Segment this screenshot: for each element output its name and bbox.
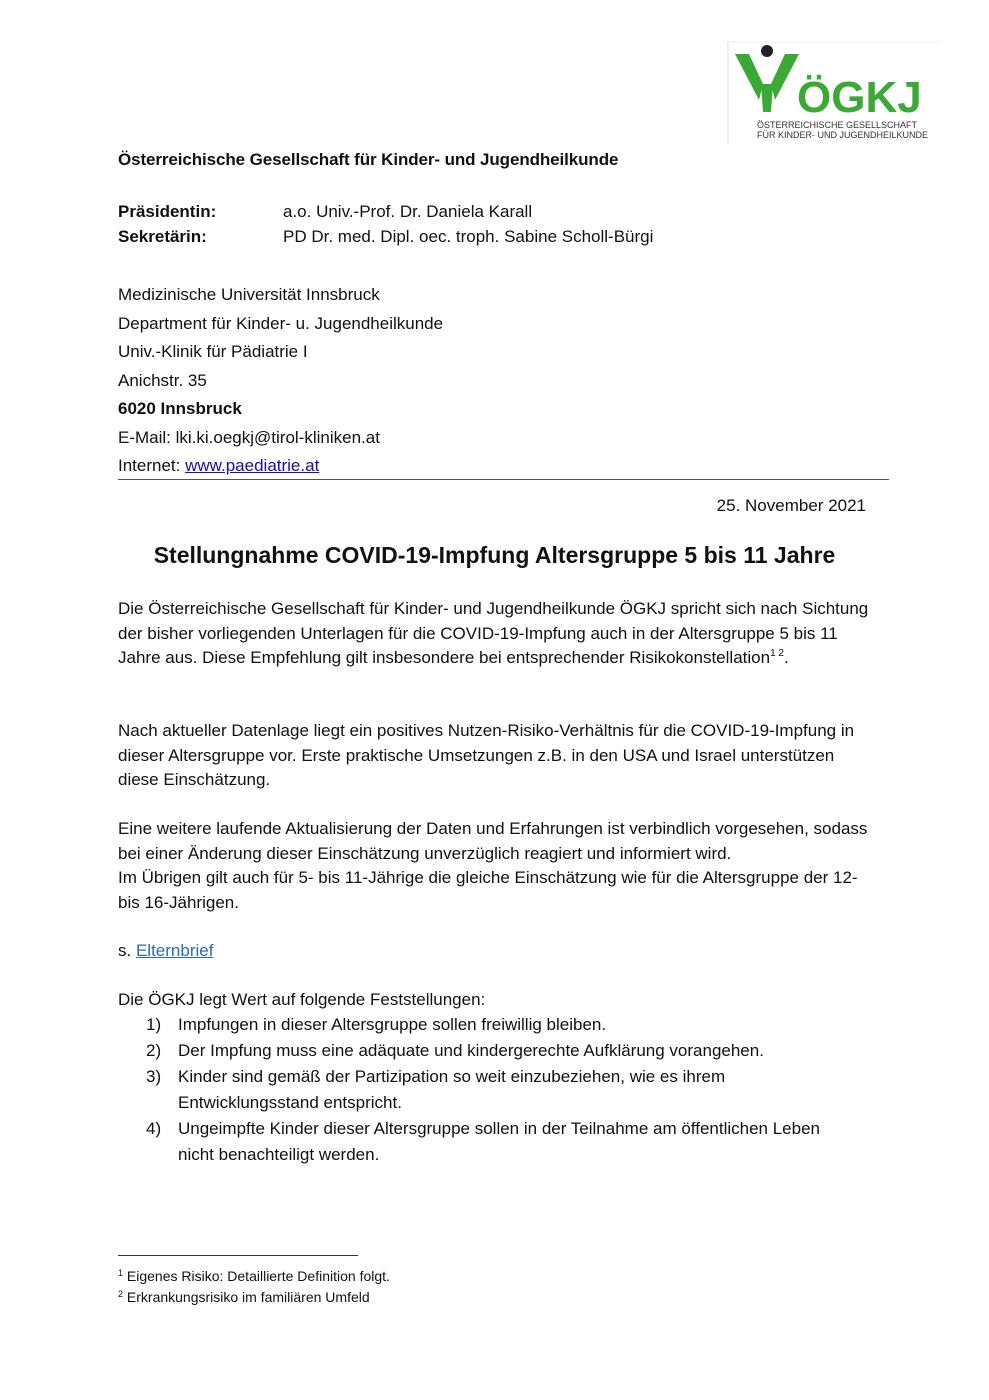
- list-item: [118, 1038, 858, 1064]
- list-item: [118, 1012, 858, 1038]
- footnote: [118, 1287, 390, 1308]
- paragraph-text: Im Übrigen gilt auch für 5- bis 11-Jährige die gleiche Einschätzung wie für die Altersgruppe der 12- bis 16-Jährigen.: [118, 868, 858, 912]
- officer-role: Sekretärin:: [118, 227, 207, 246]
- logo-acronym: ÖGKJ: [797, 73, 922, 122]
- paragraph-updates: [118, 817, 878, 915]
- list-number: 1): [146, 1015, 162, 1034]
- footnote: [118, 1266, 390, 1287]
- document-title: Stellungnahme COVID-19-Impfung Altersgruppe 5 bis 11 Jahre: [153, 542, 836, 568]
- figure-body-shape: [761, 84, 773, 112]
- document-date: 25. November 2021: [716, 496, 866, 515]
- address-city: 6020 Innsbruck: [118, 399, 242, 418]
- paragraph-text: Eine weitere laufende Aktualisierung der Daten und Erfahrungen ist verbindlich vorgesehen, sodass bei einer Änderung dieser Einschätzung unverzüglich reagiert und informiert wird.: [118, 819, 868, 863]
- reference-prefix: s.: [118, 941, 136, 960]
- parent-letter-link[interactable]: Elternbrief: [135, 941, 214, 960]
- address-line: Anichstr. 35: [118, 370, 207, 390]
- paragraph-risk-benefit: Nach aktueller Datenlage liegt ein positives Nutzen-Risiko-Verhältnis für die COVID-19-Impfung in dieser Altersgruppe vor. Erste praktische Umsetzungen z.B. in den USA und Israel unterstützen diese Einschätzung.: [118, 721, 855, 789]
- figure-right-arm-shape: [771, 54, 799, 100]
- footnote-mark: 1: [118, 1268, 124, 1278]
- list-number: 3): [146, 1067, 162, 1086]
- list-number: 4): [146, 1119, 162, 1138]
- address-email: E-Mail: lki.ki.oegkj@tirol-kliniken.at: [118, 427, 380, 447]
- figure-left-arm-shape: [735, 54, 763, 100]
- officer-name: PD Dr. med. Dipl. oec. troph. Sabine Scholl-Bürgi: [283, 227, 654, 246]
- list-text: Kinder sind gemäß der Partizipation so weit einzubeziehen, wie es ihrem Entwicklungsstand entspricht.: [178, 1067, 726, 1112]
- figure-head-shape: [761, 45, 773, 57]
- footnotes: [118, 1266, 390, 1308]
- address-line: Department für Kinder- u. Jugendheilkunde: [118, 313, 444, 333]
- footnote-mark: 2: [118, 1289, 124, 1299]
- paragraph-end: .: [783, 648, 789, 667]
- logo-line2: FÜR KINDER- UND JUGENDHEILKUNDE: [757, 130, 929, 140]
- header-divider: [118, 479, 889, 480]
- officers-block: [118, 199, 653, 249]
- organization-name: Österreichische Gesellschaft für Kinder- und Jugendheilkunde: [118, 150, 619, 169]
- logo-graphic: [727, 40, 939, 144]
- internet-label: Internet:: [118, 456, 186, 475]
- address-line: Medizinische Universität Innsbruck: [118, 285, 380, 304]
- list-item: [118, 1064, 858, 1116]
- list-text: Ungeimpfte Kinder dieser Altersgruppe sollen in der Teilnahme am öffentlichen Leben nicht benachteiligt werden.: [178, 1119, 820, 1164]
- officer-row-secretary: [118, 224, 653, 249]
- list-number: 2): [146, 1041, 162, 1060]
- footnote-reference: 1 2: [770, 648, 784, 659]
- address-block: [118, 281, 443, 481]
- parent-letter-reference: [118, 939, 878, 964]
- officer-name: a.o. Univ.-Prof. Dr. Daniela Karall: [283, 202, 533, 221]
- address-line: Univ.-Klinik für Pädiatrie I: [118, 342, 308, 361]
- paragraph-recommendation: [118, 597, 878, 671]
- paragraph-text: Die Österreichische Gesellschaft für Kinder- und Jugendheilkunde ÖGKJ spricht sich nach Sichtung der bisher vorliegenden Unterlagen für die COVID-19-Impfung auch in der Altersgruppe 5 bis 11 Jahre aus. Diese Empfehlung gilt insbesondere bei entsprechender Risikokonstellation: [118, 599, 869, 667]
- address-internet: [118, 452, 443, 481]
- list-intro: Die ÖGKJ legt Wert auf folgende Feststellungen:: [118, 990, 486, 1009]
- footnote-divider: [118, 1255, 358, 1256]
- footnote-text: Erkrankungsrisiko im familiären Umfeld: [123, 1289, 370, 1305]
- list-item: [118, 1116, 858, 1168]
- list-text: Der Impfung muss eine adäquate und kindergerechte Aufklärung vorangehen.: [178, 1041, 764, 1060]
- statements-list: [118, 1012, 858, 1168]
- list-text: Impfungen in dieser Altersgruppe sollen freiwillig bleiben.: [178, 1015, 607, 1034]
- oegkj-logo: [727, 40, 939, 144]
- officer-role: Präsidentin:: [118, 202, 217, 221]
- footnote-text: Eigenes Risiko: Detaillierte Definition folgt.: [123, 1268, 390, 1284]
- website-link[interactable]: www.paediatrie.at: [185, 456, 320, 475]
- officer-row-president: [118, 199, 653, 224]
- logo-line1: ÖSTERREICHISCHE GESELLSCHAFT: [757, 120, 918, 130]
